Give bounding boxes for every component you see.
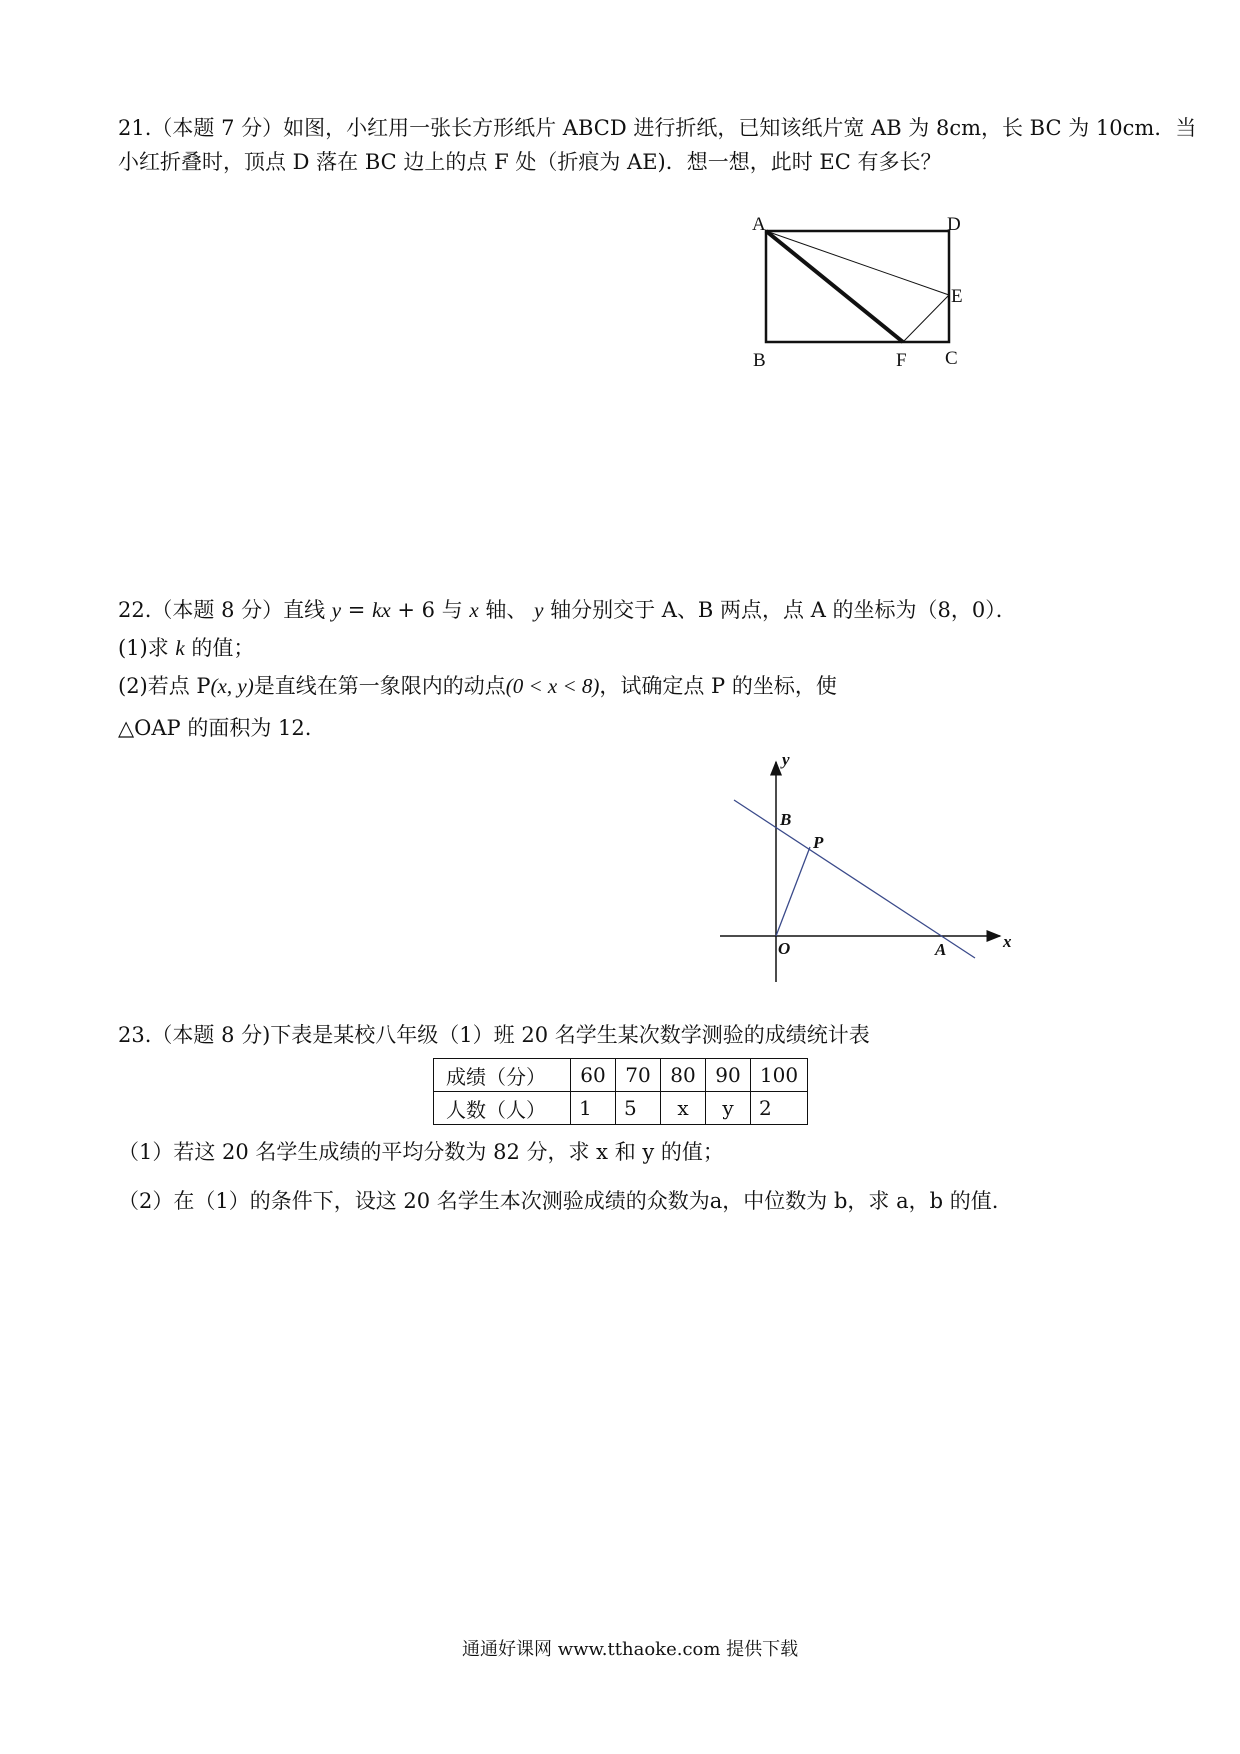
table-cell: 90: [706, 1059, 751, 1092]
q22-line1-prefix: 22.（本题 8 分）直线: [118, 598, 332, 622]
label-e: E: [951, 286, 963, 307]
q22-line4: △OAP 的面积为 12.: [118, 716, 312, 740]
q22-y-var: y: [534, 598, 544, 622]
label-axis-x: x: [1003, 932, 1012, 951]
label-f: F: [896, 350, 907, 371]
table-row: [434, 1092, 808, 1125]
q22-x-var: x: [469, 598, 479, 622]
table-cell: y: [706, 1092, 751, 1125]
table-cell: 60: [571, 1059, 616, 1092]
q22-eq-end: + 6: [390, 598, 436, 622]
label-d: D: [947, 214, 961, 235]
label-point-b: B: [780, 810, 792, 829]
q23-part1: （1）若这 20 名学生成绩的平均分数为 82 分，求 x 和 y 的值；: [118, 1140, 724, 1164]
segment-op: [776, 847, 810, 936]
footer-source: 通通好课网 www.tthaoke.com 提供下载: [462, 1639, 799, 1660]
label-point-a: A: [935, 940, 947, 959]
segment-af: [766, 231, 903, 342]
table-cell: x: [661, 1092, 706, 1125]
q22-line3-suffix: ，试确定点 P 的坐标，使: [599, 674, 837, 698]
label-point-p: P: [813, 833, 824, 852]
q21-line1: 21.（本题 7 分）如图，小红用一张长方形纸片 ABCD 进行折纸，已知该纸片宽 AB 为 8cm，长 BC 为 10cm．当: [118, 116, 1197, 140]
q22-coordinate-figure: [710, 752, 1010, 982]
q22-line1-b: 与: [435, 598, 470, 622]
segment-ef: [903, 295, 949, 342]
q23-part2: （2）在（1）的条件下，设这 20 名学生本次测验成绩的众数为a，中位数为 b，求 a，b 的值.: [118, 1189, 999, 1213]
q22-k-var: k: [175, 636, 185, 660]
q22-point-p: (x, y): [210, 674, 254, 698]
table-cell: 5: [616, 1092, 661, 1125]
q22-eq-equals: =: [341, 598, 373, 622]
table-row: [434, 1059, 808, 1092]
label-b: B: [753, 350, 766, 371]
q22-line3-prefix: (2)若点 P: [118, 674, 211, 698]
q21-fold-figure: [738, 205, 978, 375]
q22-eq-kx: kx: [372, 598, 391, 622]
label-axis-y: y: [782, 750, 790, 769]
q22-line1-d: 轴分别交于 A、B 两点，点 A 的坐标为（8，0）．: [543, 598, 1017, 622]
q22-line2-suffix: 的值；: [184, 636, 255, 660]
q22-line3-mid: 是直线在第一象限内的动点: [253, 674, 506, 698]
q22-condition: (0 < x < 8): [505, 674, 600, 698]
score-table: [433, 1058, 808, 1125]
label-c: C: [945, 348, 958, 369]
table-cell: 成绩（分）: [434, 1059, 571, 1092]
segment-ae: [766, 231, 949, 295]
q22-line2: [118, 633, 254, 663]
q22-line1-c: 轴、: [478, 598, 535, 622]
line-ab: [734, 800, 975, 958]
q21-line2: 小红折叠时，顶点 D 落在 BC 边上的点 F 处（折痕为 AE)．想一想，此时 EC 有多长？: [118, 150, 942, 174]
table-cell: 人数（人）: [434, 1092, 571, 1125]
q23-intro: 23.（本题 8 分)下表是某校八年级（1）班 20 名学生某次数学测验的成绩统计表: [118, 1023, 870, 1047]
label-origin-o: O: [778, 939, 791, 958]
table-cell: 1: [571, 1092, 616, 1125]
label-a: A: [752, 214, 766, 235]
table-cell: 80: [661, 1059, 706, 1092]
table-cell: 70: [616, 1059, 661, 1092]
q22-line2-prefix: (1)求: [118, 636, 176, 660]
q22-eq-y: y: [331, 598, 342, 622]
q22-line3: [118, 671, 837, 701]
table-cell: 100: [751, 1059, 808, 1092]
q22-line1: [118, 595, 1017, 625]
table-cell: 2: [751, 1092, 808, 1125]
rectangle-abcd: [766, 231, 949, 342]
